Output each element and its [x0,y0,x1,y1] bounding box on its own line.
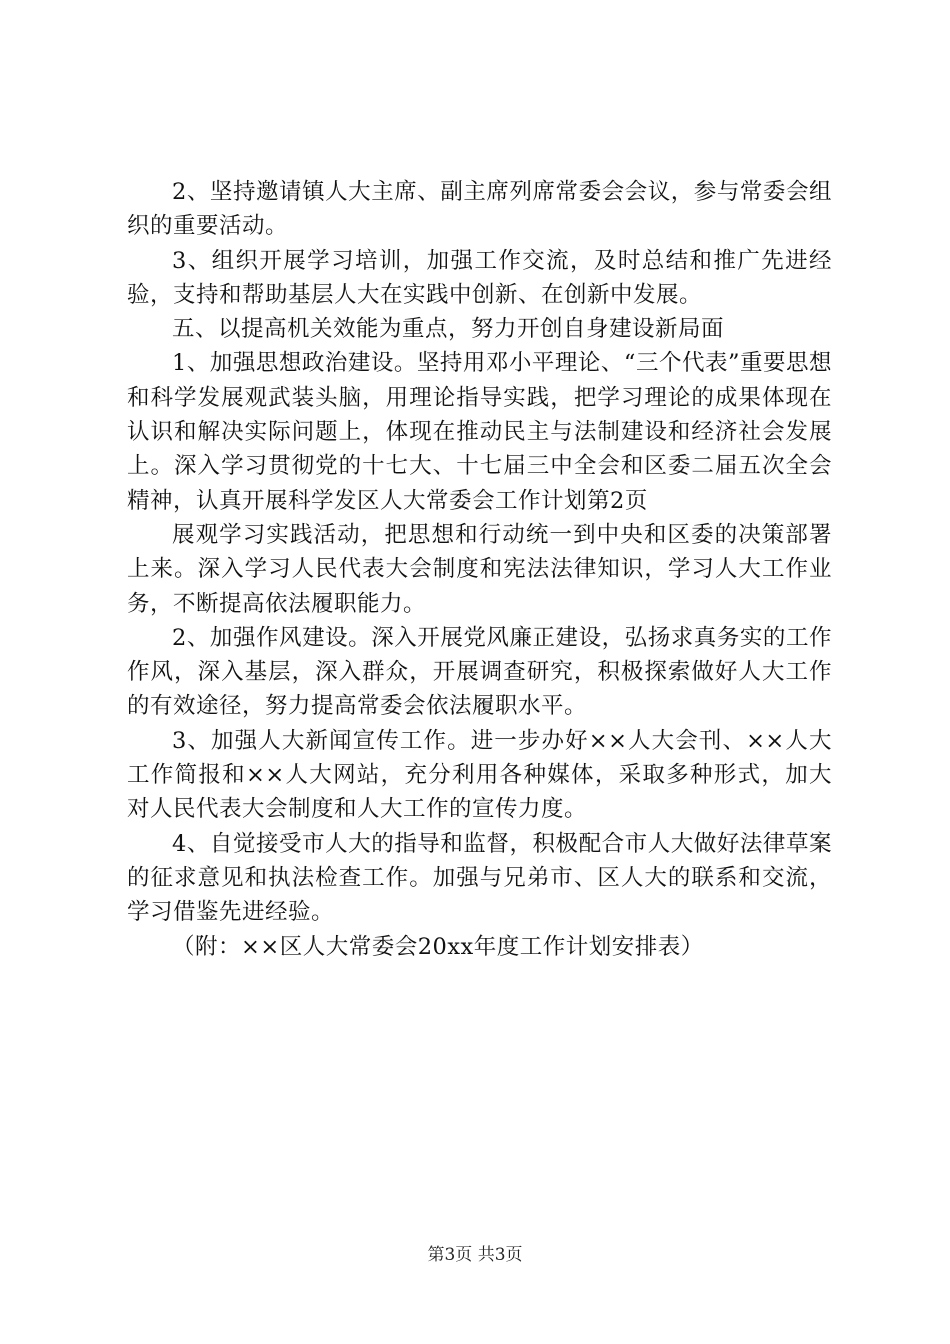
paragraph-news-publicity: 3、加强人大新闻宣传工作。进一步办好××人大会刊、××人大工作简报和××人大网站，充分利用各种媒体，采取多种形式，加大对人民代表大会制度和人大工作的宣传力度。 [127,727,832,823]
paragraph-training-exchange: 3、组织开展学习培训，加强工作交流，及时总结和推广先进经验，支持和帮助基层人大在实践中创新、在创新中发展。 [127,247,832,308]
paragraph-attachment-note: （附：××区人大常委会20xx年度工作计划安排表） [172,933,704,960]
page-number: 第3页 共3页 [427,1245,523,1265]
paragraph-ideological-building: 1、加强思想政治建设。坚持用邓小平理论、“三个代表”重要思想和科学发展观武装头脑，用理论指导实践，把学习理论的成果体现在认识和解决实际问题上，体现在推动民主与法制建设和经济社会发展上。深入学习贯彻党的十七大、十七届三中全会和区委二届五次全会精神，认真开展科学发区人大常委会工作计划第2页 [127,350,832,514]
section-heading-five: 五、以提高机关效能为重点，努力开创自身建设新局面 [172,316,725,343]
paragraph-supervision: 4、自觉接受市人大的指导和监督，积极配合市人大做好法律草案的征求意见和执法检查工作。加强与兄弟市、区人大的联系和交流，学习借鉴先进经验。 [127,830,832,926]
paragraph-work-style: 2、加强作风建设。深入开展党风廉正建设，弘扬求真务实的工作作风，深入基层，深入群众，开展调查研究，积极探索做好人大工作的有效途径，努力提高常委会依法履职水平。 [127,624,832,720]
document-body [127,175,832,964]
paragraph-continued-study: 展观学习实践活动，把思想和行动统一到中央和区委的决策部署上来。深入学习人民代表大会制度和宪法法律知识，学习人大工作业务，不断提高依法履职能力。 [127,521,832,617]
paragraph-invite-town-chairs: 2、坚持邀请镇人大主席、副主席列席常委会会议，参与常委会组织的重要活动。 [127,179,832,240]
